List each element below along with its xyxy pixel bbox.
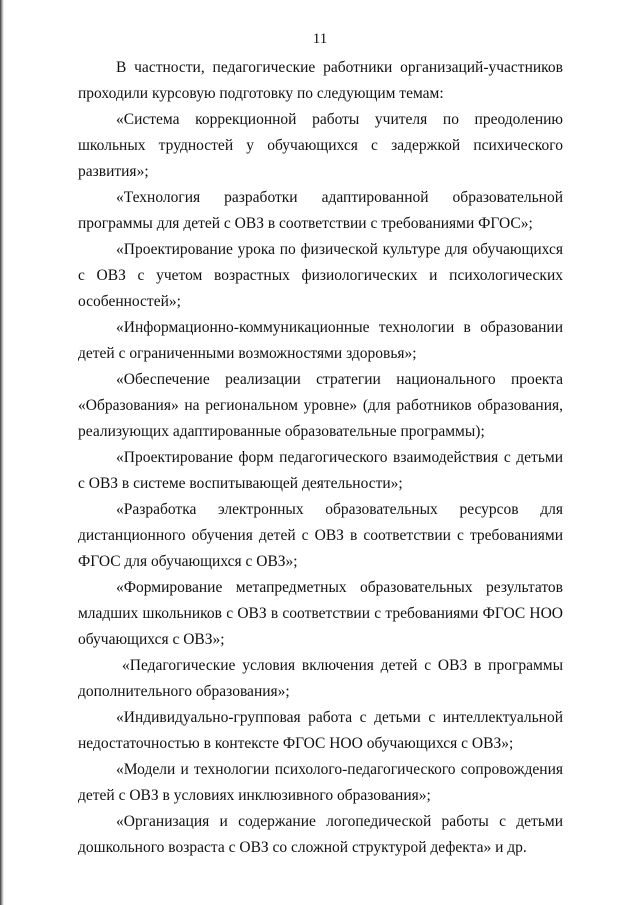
course-topic-paragraph: «Модели и технологии психолого-педагогического сопровождения детей с ОВЗ в условиях инклюзивного образования»; xyxy=(78,761,563,804)
course-topic-paragraph: «Формирование метапредметных образовательных результатов младших школьников с ОВЗ в соответствии с требованиями ФГОС НОО обучающихся с ОВЗ»; xyxy=(78,579,563,648)
document-body xyxy=(78,55,563,861)
course-topic-paragraph: «Педагогические условия включения детей с ОВЗ в программы дополнительного образования»; xyxy=(78,657,563,700)
course-topic-paragraph: «Проектирование урока по физической культуре для обучающихся с ОВЗ с учетом возрастных физиологических и психологических особенностей»; xyxy=(78,241,563,310)
course-topic-paragraph: «Технология разработки адаптированной образовательной программы для детей с ОВЗ в соответствии с требованиями ФГОС»; xyxy=(78,189,563,232)
page-number: 11 xyxy=(312,31,328,47)
intro-paragraph: В частности, педагогические работники организаций-участников проходили курсовую подготовку по следующим темам: xyxy=(78,59,563,102)
course-topic-paragraph: «Проектирование форм педагогического взаимодействия с детьми с ОВЗ в системе воспитывающей деятельности»; xyxy=(78,449,563,492)
course-topic-paragraph: «Разработка электронных образовательных ресурсов для дистанционного обучения детей с ОВЗ в соответствии с требованиями ФГОС для обучающихся с ОВЗ»; xyxy=(78,501,563,570)
course-topic-paragraph: «Обеспечение реализации стратегии национального проекта «Образования» на региональном уровне» (для работников образования, реализующих адаптированные образовательные программы); xyxy=(78,371,563,440)
course-topic-paragraph: «Организация и содержание логопедической работы с детьми дошкольного возраста с ОВЗ со сложной структурой дефекта» и др. xyxy=(78,813,563,856)
course-topic-paragraph: «Система коррекционной работы учителя по преодолению школьных трудностей у обучающихся с задержкой психического развития»; xyxy=(78,111,563,180)
course-topic-paragraph: «Информационно-коммуникационные технологии в образовании детей с ограниченными возможностями здоровья»; xyxy=(78,319,563,362)
scan-edge-shadow xyxy=(0,0,4,905)
course-topic-paragraph: «Индивидуально-групповая работа с детьми с интеллектуальной недостаточностью в контексте ФГОС НОО обучающихся с ОВЗ»; xyxy=(78,709,563,752)
